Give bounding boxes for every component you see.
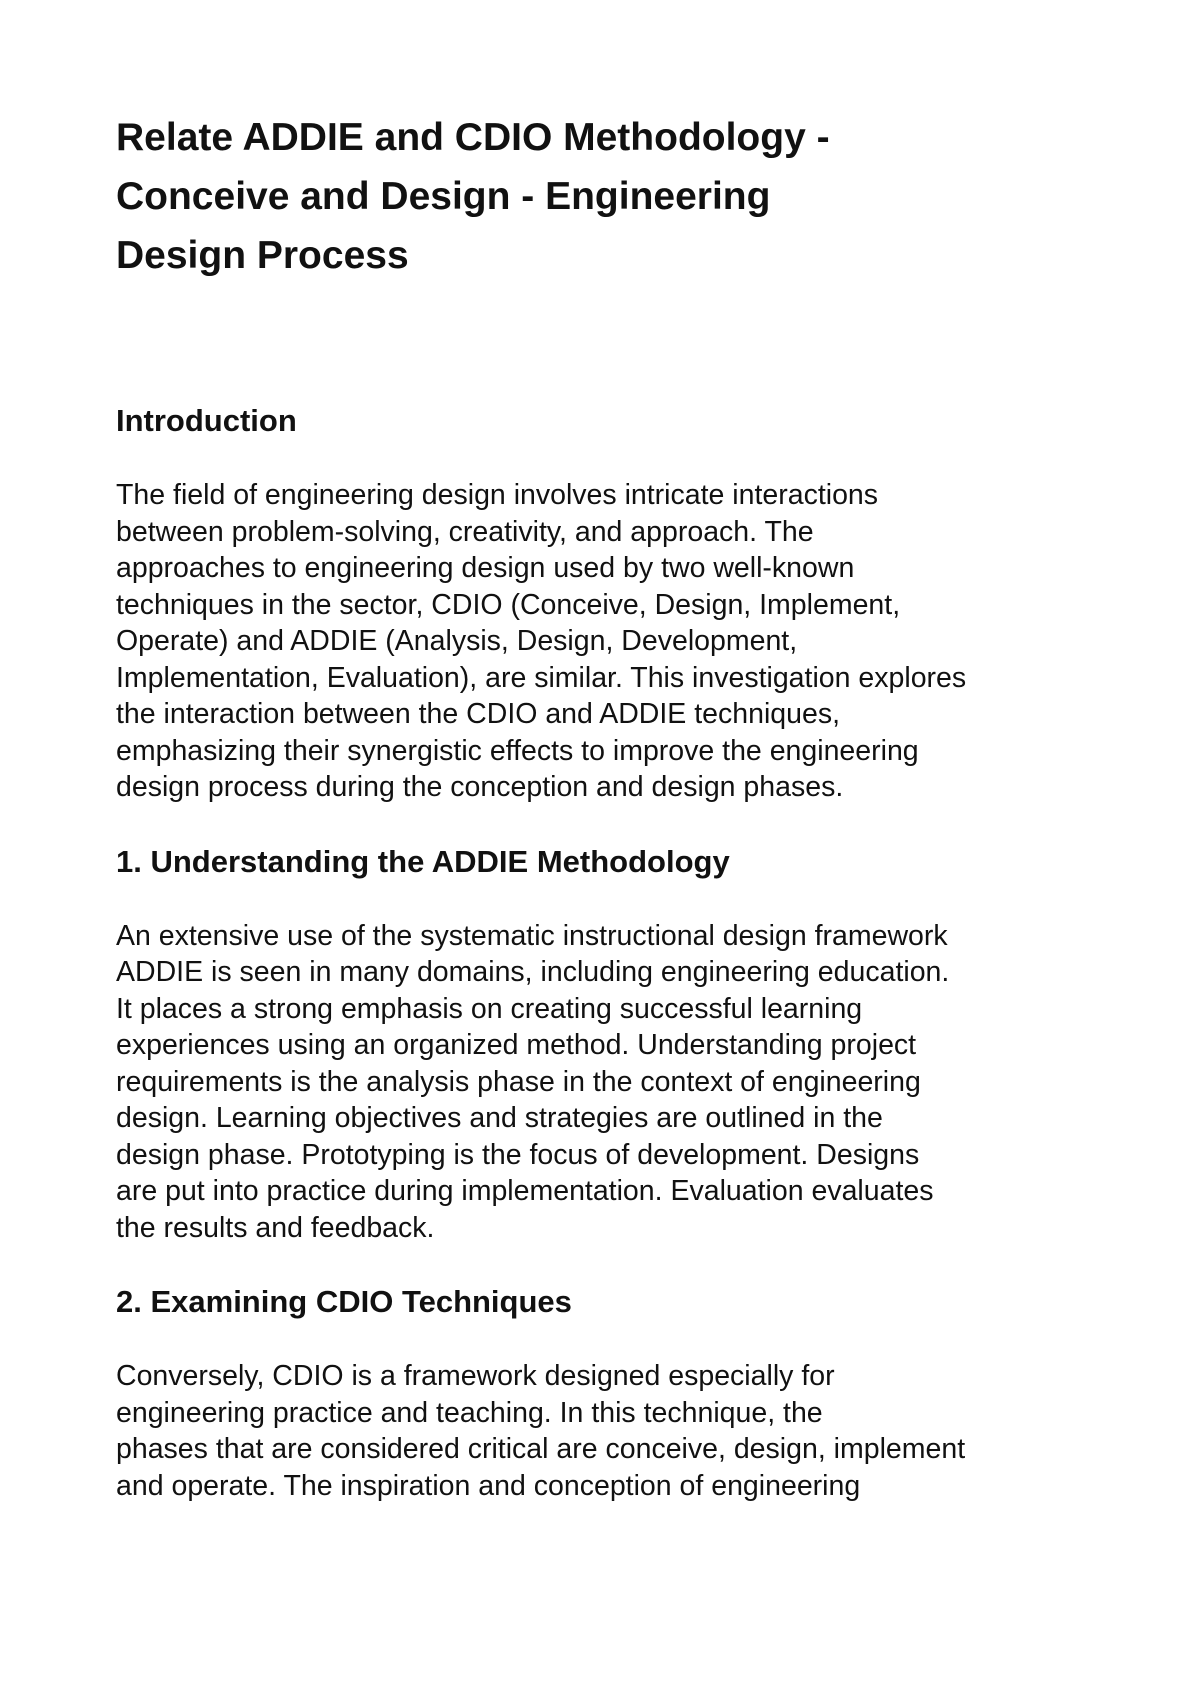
paragraph-addie — [116, 918, 1116, 1247]
paragraph-line: phases that are considered critical are conceive, design, implement — [116, 1433, 966, 1465]
paragraph-line: and operate. The inspiration and conception of engineering — [116, 1469, 861, 1502]
paragraph-line: An extensive use of the systematic instructional design framework — [116, 919, 948, 952]
paragraph-line: It places a strong emphasis on creating successful learning — [116, 992, 863, 1025]
paragraph-line: approaches to engineering design used by two well-known — [116, 552, 855, 584]
title-line: Relate ADDIE and CDIO Methodology - — [116, 116, 830, 159]
page-title — [116, 108, 1116, 285]
section-heading-cdio: 2. Examining CDIO Techniques — [116, 1284, 572, 1319]
paragraph-line: the results and feedback. — [116, 1211, 435, 1244]
paragraph-line: The field of engineering design involves intricate interactions — [116, 479, 879, 511]
paragraph-line: Implementation, Evaluation), are similar. This investigation explores — [116, 661, 967, 694]
paragraph-line: Operate) and ADDIE (Analysis, Design, Development, — [116, 625, 798, 657]
paragraph-line: requirements is the analysis phase in the context of engineering — [116, 1065, 921, 1098]
paragraph-line: between problem-solving, creativity, and approach. The — [116, 515, 814, 548]
paragraph-line: design. Learning objectives and strategies are outlined in the — [116, 1102, 883, 1134]
paragraph-line: engineering practice and teaching. In this technique, the — [116, 1396, 823, 1429]
document-content — [116, 108, 1116, 1504]
paragraph-line: design process during the conception and design phases. — [116, 771, 844, 803]
paragraph-line: emphasizing their synergistic effects to improve the engineering — [116, 734, 919, 767]
title-line: Conceive and Design - Engineering — [116, 175, 771, 218]
paragraph-line: are put into practice during implementation. Evaluation evaluates — [116, 1175, 934, 1207]
paragraph-line: Conversely, CDIO is a framework designed especially for — [116, 1360, 835, 1392]
paragraph-line: experiences using an organized method. Understanding project — [116, 1029, 917, 1061]
section-heading-addie: 1. Understanding the ADDIE Methodology — [116, 843, 730, 879]
paragraph-line: the interaction between the CDIO and ADDIE techniques, — [116, 698, 841, 730]
paragraph-cdio — [116, 1358, 1116, 1504]
paragraph-line: ADDIE is seen in many domains, including engineering education. — [116, 956, 950, 988]
section-heading-introduction: Introduction — [116, 403, 297, 438]
title-line: Design Process — [116, 234, 409, 277]
paragraph-line: techniques in the sector, CDIO (Conceive, Design, Implement, — [116, 588, 901, 621]
paragraph-introduction — [116, 477, 1116, 806]
paragraph-line: design phase. Prototyping is the focus of development. Designs — [116, 1138, 920, 1171]
